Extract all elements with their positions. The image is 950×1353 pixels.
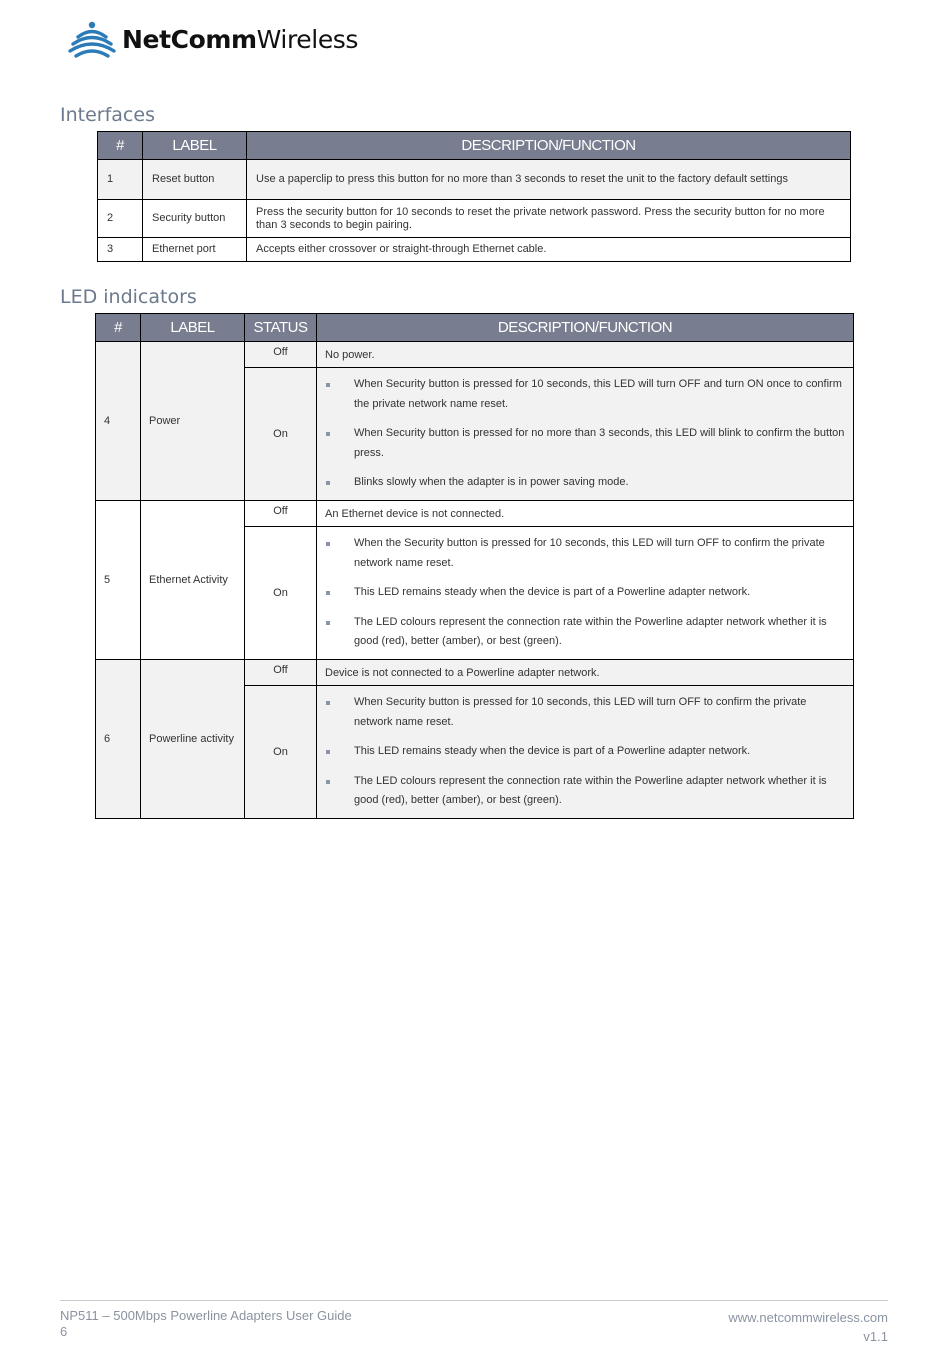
row-description: Press the security button for 10 seconds to reset the private network password. Press the security button for no more than 3 seconds to begin pairing. [247, 200, 851, 238]
bullet-list [317, 693, 853, 811]
column-header-description: DESCRIPTION/FUNCTION [247, 132, 851, 160]
footer-page-number: 6 [60, 1324, 68, 1339]
row-description [317, 686, 854, 819]
table-row [98, 200, 851, 238]
row-label: Ethernet port [143, 238, 247, 262]
netcomm-logo [68, 18, 358, 60]
footer-right [728, 1308, 888, 1346]
row-number: 3 [98, 238, 143, 262]
list-item: The LED colours represent the connection rate within the Powerline adapter network whether it is good (red), better (amber), or best (green). [326, 772, 845, 811]
bullet-list [317, 534, 853, 652]
table-row [96, 660, 854, 686]
row-label: Ethernet Activity [141, 501, 245, 660]
status-on: On [245, 368, 317, 501]
row-number: 1 [98, 160, 143, 200]
wifi-fan-icon [68, 18, 116, 60]
row-label: Reset button [143, 160, 247, 200]
footer-left [60, 1308, 352, 1340]
table-header-row [98, 132, 851, 160]
row-label: Power [141, 342, 245, 501]
table-row [98, 238, 851, 262]
logo-text: NetCommWireless [122, 24, 359, 54]
list-item: When the Security button is pressed for 10 seconds, this LED will turn OFF to confirm the private network name reset. [326, 534, 845, 573]
row-description: An Ethernet device is not connected. [317, 501, 854, 527]
status-off: Off [245, 342, 317, 368]
footer-version: v1.1 [863, 1329, 888, 1344]
row-number: 4 [96, 342, 141, 501]
row-description: No power. [317, 342, 854, 368]
footer-divider [60, 1300, 888, 1301]
interfaces-heading: Interfaces [60, 104, 155, 126]
table-row [98, 160, 851, 200]
row-description [317, 527, 854, 660]
status-off: Off [245, 501, 317, 527]
row-label: Security button [143, 200, 247, 238]
list-item: This LED remains steady when the device is part of a Powerline adapter network. [326, 742, 845, 762]
bullet-list [317, 375, 853, 493]
list-item: Blinks slowly when the adapter is in power saving mode. [326, 473, 845, 493]
row-number: 6 [96, 660, 141, 819]
column-header-status: STATUS [245, 314, 317, 342]
column-header-label: LABEL [141, 314, 245, 342]
row-number: 5 [96, 501, 141, 660]
list-item: When Security button is pressed for no more than 3 seconds, this LED will blink to confirm the button press. [326, 424, 845, 463]
status-off: Off [245, 660, 317, 686]
column-header-description: DESCRIPTION/FUNCTION [317, 314, 854, 342]
column-header-num: # [96, 314, 141, 342]
led-indicators-heading: LED indicators [60, 286, 197, 308]
column-header-label: LABEL [143, 132, 247, 160]
row-description: Use a paperclip to press this button for no more than 3 seconds to reset the unit to the factory default settings [247, 160, 851, 200]
table-header-row [96, 314, 854, 342]
list-item: When Security button is pressed for 10 seconds, this LED will turn OFF to confirm the private network name reset. [326, 693, 845, 732]
list-item: This LED remains steady when the device is part of a Powerline adapter network. [326, 583, 845, 603]
row-label: Powerline activity [141, 660, 245, 819]
row-description: Device is not connected to a Powerline adapter network. [317, 660, 854, 686]
row-description: Accepts either crossover or straight-through Ethernet cable. [247, 238, 851, 262]
led-indicators-table [95, 313, 854, 819]
list-item: The LED colours represent the connection rate within the Powerline adapter network whether it is good (red), better (amber), or best (green). [326, 613, 845, 652]
row-description [317, 368, 854, 501]
column-header-num: # [98, 132, 143, 160]
footer-doc-title: NP511 – 500Mbps Powerline Adapters User Guide [60, 1308, 352, 1323]
footer-website: www.netcommwireless.com [728, 1310, 888, 1325]
status-on: On [245, 527, 317, 660]
status-on: On [245, 686, 317, 819]
table-row [96, 501, 854, 527]
interfaces-table [97, 131, 851, 262]
row-number: 2 [98, 200, 143, 238]
table-row [96, 342, 854, 368]
list-item: When Security button is pressed for 10 seconds, this LED will turn OFF and turn ON once to confirm the private network name reset. [326, 375, 845, 414]
